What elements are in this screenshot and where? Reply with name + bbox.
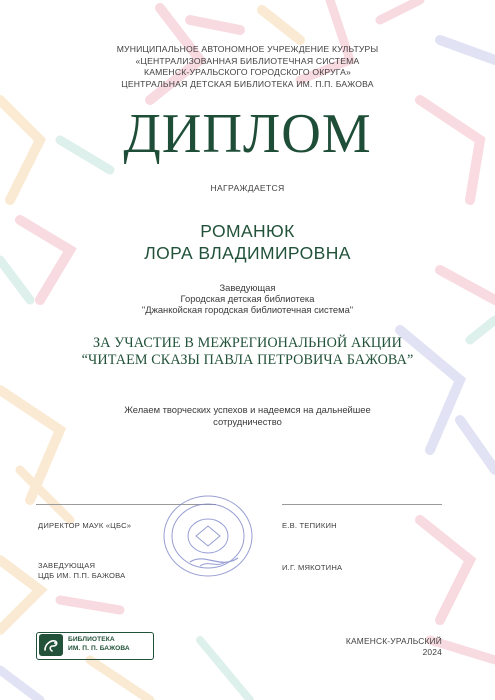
position-line: "Джанкойская городская библиотечная система" (141, 304, 354, 315)
head-name: И.Г. МЯКОТИНА (282, 563, 343, 572)
organization-line: КАМЕНСК-УРАЛЬСКОГО ГОРОДСКОГО ОКРУГА» (143, 67, 352, 77)
lizard-emblem-icon (39, 634, 63, 656)
organization-line: «ЦЕНТРАЛИЗОВАННАЯ БИБЛИОТЕЧНАЯ СИСТЕМА (135, 55, 360, 66)
awarded-label: НАГРАЖДАЕТСЯ (210, 183, 285, 193)
organization-line: МУНИЦИПАЛЬНОЕ АВТОНОМНОЕ УЧРЕЖДЕНИЕ КУЛЬТУРЫ (116, 44, 379, 54)
director-title: ДИРЕКТОР МАУК «ЦБС» (38, 521, 132, 530)
recipient-position (0, 282, 495, 315)
organization-line: ЦЕНТРАЛЬНАЯ ДЕТСКАЯ БИБЛИОТЕКА ИМ. П.П. БАЖОВА (121, 78, 374, 89)
director-name: Е.В. ТЕПИКИН (282, 521, 337, 530)
library-logo (36, 632, 156, 662)
wish-line: сотрудничество (213, 416, 282, 427)
reason-line: ЗА УЧАСТИЕ В МЕЖРЕГИОНАЛЬНОЙ АКЦИИ (93, 335, 402, 351)
signature-line (282, 504, 442, 505)
recipient-surname: РОМАНЮК (200, 221, 295, 241)
logo-line: БИБЛИОТЕКА (68, 636, 115, 643)
organization-header (0, 44, 495, 90)
head-title-line: ЗАВЕДУЮЩАЯ (38, 561, 96, 570)
head-title (38, 561, 125, 581)
head-title-line: ЦДБ ИМ. П.П. БАЖОВА (38, 571, 126, 580)
logo-text (68, 636, 130, 653)
footer-city: КАМЕНСК-УРАЛЬСКИЙ (345, 636, 442, 646)
award-reason (0, 335, 495, 369)
reason-line: “ЧИТАЕМ СКАЗЫ ПАВЛА ПЕТРОВИЧА БАЖОВА” (81, 352, 414, 368)
recipient-given-names: ЛОРА ВЛАДИМИРОВНА (144, 243, 351, 263)
official-stamp-icon (160, 492, 256, 580)
position-line: Городская детская библиотека (180, 293, 315, 304)
wish-line: Желаем творческих успехов и надеемся на дальнейшее (124, 404, 371, 415)
logo-line: ИМ. П. П. БАЖОВА (68, 644, 130, 652)
position-line: Заведующая (219, 282, 276, 293)
diploma-title: ДИПЛОМ (123, 103, 372, 165)
footer-place-date (300, 636, 442, 657)
wish-text (0, 404, 495, 428)
recipient-name (0, 220, 495, 264)
footer-year: 2024 (422, 646, 442, 657)
